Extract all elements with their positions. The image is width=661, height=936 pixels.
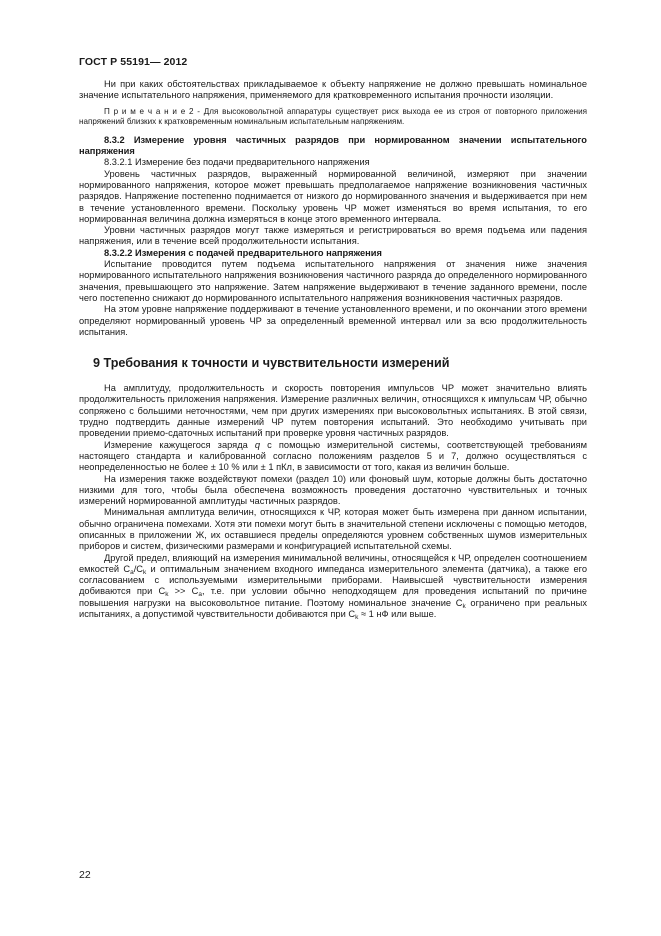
paragraph-test-procedure: Испытание проводится путем подъема испытательного напряжения от значения ниже значения нормированного испытательного напряжения возникновения частичного разряда до определенного нормированного значения, превышающего это напряжение. Затем напряжение выдерживают в течение заданного времени, после чего постепенно снижают до нормированного испытательного напряжения возникновения частичных разрядов. <box>79 259 587 303</box>
cap-text-f: ограничено при реальных испытаниях, а допустимой чувствительности добиваются при C <box>79 597 587 620</box>
heading-8-3-2-2: 8.3.2.2 Измерения с подачей предварительного напряжения <box>104 247 382 258</box>
paragraph-pd-recording: Уровни частичных разрядов могут также измеряться и регистрироваться во время подъема или падения напряжения, или в течение всей продолжительности испытания. <box>79 225 587 247</box>
heading-8-3-2: 8.3.2 Измерение уровня частичных разрядов при нормированном значении испытательного напряжения <box>79 134 587 157</box>
note-label: П р и м е ч а н и е 2 <box>104 106 194 116</box>
cap-text-a: Другой предел, влияющий на измерения минимальной величины, относящейся к ЧР, определен соотношением емкостей C <box>79 552 587 574</box>
cap-text-d: >> C <box>168 586 199 597</box>
paragraph-voltage-limit: Ни при каких обстоятельствах прикладываемое к объекту напряжение не должно превышать номинальное значение испытательного напряжения, применяемого для кратковременного испытания прочности изоляции. <box>79 79 587 101</box>
paragraph-capacitance-ratio <box>79 553 587 621</box>
charge-text-b: с помощью измерительной системы, соответствующей требованиям настоящего стандарта и калиброванной согласно положениям разделов 5 и 7, должно осуществляться с неопределенностью не более ± 10 % или ± 1 пКл, в зависимости от того, какая из величин больше. <box>79 439 587 473</box>
cap-sub-k3: k <box>462 602 466 610</box>
cap-text-g: ≈ 1 нФ или выше. <box>358 609 437 620</box>
page-number: 22 <box>79 869 91 881</box>
paragraph-hold-level: На этом уровне напряжение поддерживают в течение установленного времени, и по окончании этого времени определяют нормированный уровень ЧР за определенный временной интервал или за всю продолжительность испытания. <box>79 304 587 337</box>
note-text: - Для высоковольтной аппаратуры существует риск выхода ее из строя от повторного приложения напряжений близких к кратковременным номинальным испытательным напряжениям. <box>79 106 588 127</box>
cap-sub-a: a <box>130 568 134 576</box>
note-2 <box>79 107 587 128</box>
cap-sub-k2: k <box>165 591 169 599</box>
paragraph-amplitude: На амплитуду, продолжительность и скорость повторения импульсов ЧР может значительно влиять продолжительность приложения напряжения. Измерение различных величин, относящихся к импульсам ЧР, обычно сопряжено с большими неточностями, чем при других измерениях при высоковольтных испытаниях. В этой связи, трудно подтвердить данные измерений ЧР путем повторения испытаний. Это необходимо учитывать при проведении приемо-сдаточных испытаний при проверке уровня частичных разрядов. <box>79 383 587 439</box>
cap-text-e: , т.е. при условии обычно неподходящем для проведения испытаний по причине повышения нагрузки на высоковольтное питание. Поэтому номинальное значение C <box>79 586 587 608</box>
cap-sub-k: k <box>143 568 147 576</box>
paragraph-interference: На измерения также воздействуют помехи (раздел 10) или фоновый шум, которые должны быть достаточно низкими для того, чтобы была обеспечена возможность проведения достаточно чувствительных и точных измерений нормированной амплитуды частичных разрядов. <box>79 473 587 507</box>
cap-text-c: и оптимальным значением входного импеданса измерительного элемента (датчика), а также его согласованием с используемыми измерительными приборами. Наивысшей чувствительности измерения добиваются при C <box>79 563 587 597</box>
heading-8-3-2-1: 8.3.2.1 Измерение без подачи предварительного напряжения <box>104 157 370 168</box>
charge-text-a: Измерение кажущегося заряда <box>104 439 255 450</box>
cap-sub-a2: a <box>198 591 202 599</box>
page-content <box>79 79 587 620</box>
paragraph-pd-level: Уровень частичных разрядов, выраженный нормированной величиной, измеряют при значении нормированного напряжения, которое может превышать предполагаемое напряжение возникновения частичных разрядов. Напряжение постепенно поднимается от низкого до нормированного значения и выдерживается при нем в течение установленного времени. Поскольку уровень ЧР может изменяться во время испытания, то его нормированная величина должна измеряться в конце этого временного интервала. <box>79 168 587 224</box>
cap-sub-k4: k <box>355 614 359 622</box>
cap-text-b: /C <box>133 563 143 574</box>
page-header-standard: ГОСТ Р 55191— 2012 <box>79 56 188 68</box>
section-9-title: 9 Требования к точности и чувствительности измерений <box>93 356 450 371</box>
charge-symbol-q: q <box>254 439 261 450</box>
paragraph-charge-measurement <box>79 440 587 474</box>
paragraph-minimum-amplitude: Минимальная амплитуда величин, относящихся к ЧР, которая может быть измерена при данном испытании, обычно ограничена помехами. Хотя эти помехи могут быть в значительной степени исключены с помощью методов, описанных в приложении Ж, их оставшиеся пределы определяются уровнем собственных шумов измерительных приборов и систем, физическими размерами и конфигурацией испытательной схемы. <box>79 507 587 552</box>
